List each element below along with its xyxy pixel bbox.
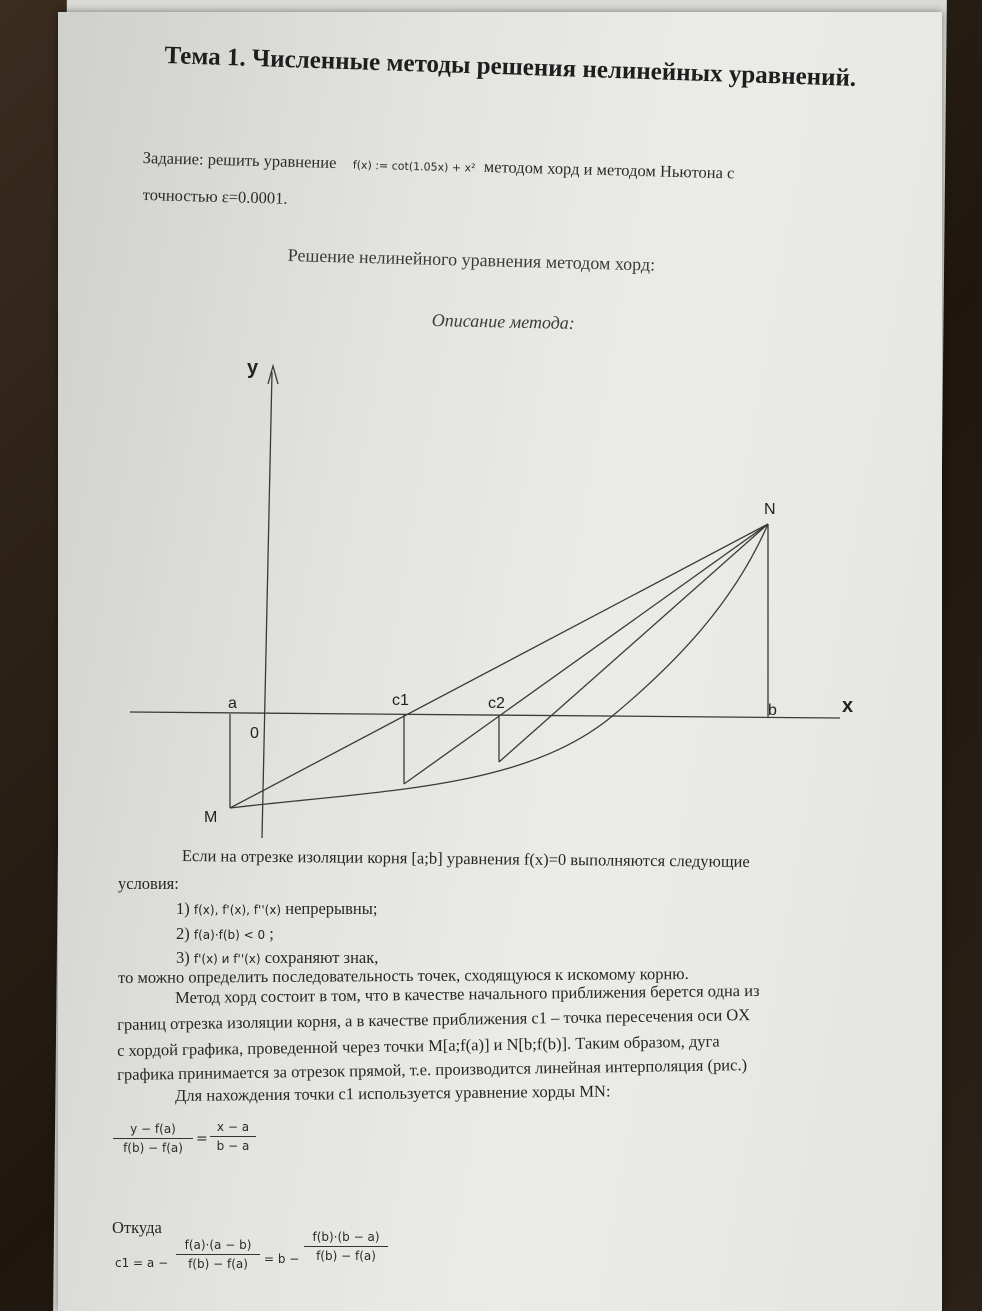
whence-label: Откуда [112, 1218, 162, 1237]
task-accuracy: точностью ε=0.0001. [142, 185, 288, 208]
chord-mn [230, 524, 768, 808]
chord-eq-equals: = [196, 1131, 208, 1147]
section-heading: Решение нелинейного уравнения методом хорд: [287, 245, 656, 275]
page-title: Тема 1. Численные методы решения нелинейных уравнений. [164, 42, 857, 92]
origin-label: 0 [250, 725, 259, 742]
c1-eq-lhs: c1 = a − [115, 1256, 169, 1270]
paragraph-line-4: графика принимается за отрезок прямой, т.е. производится линейная интерполяция (рис.) [117, 1055, 748, 1084]
conditions-intro-2: условия: [118, 874, 179, 893]
c2-label: c2 [488, 695, 505, 712]
y-axis-label: y [247, 357, 259, 379]
task-suffix: методом хорд и методом Ньютона с [483, 156, 735, 183]
n-label: N [764, 501, 776, 518]
condition-1: 1) f(x), f'(x), f''(x) непрерывны; [176, 899, 378, 918]
paragraph-line-1: Метод хорд состоит в том, что в качестве начального приближения берется одна из [175, 980, 760, 1007]
condition-2: 2) f(a)·f(b) < 0 ; [176, 924, 274, 943]
chord-intro: Для нахождения точки c1 используется уравнение хорды MN: [175, 1081, 611, 1105]
y-axis [262, 372, 272, 838]
method-heading: Описание метода: [431, 310, 576, 333]
y-axis-arrow [268, 366, 278, 384]
c1-eq-fraction-1: $\frac{f(a)\cdot(a - b)}{f(b) - f(a)}$ [176, 1238, 260, 1271]
c1-eq-middle: = b − [264, 1252, 300, 1266]
x-axis-label: x [842, 695, 854, 717]
m-label: M [204, 809, 218, 826]
c1-eq-fraction-2: $\frac{f(b)\cdot(b - a)}{f(b) - f(a)}$ [304, 1230, 388, 1263]
chord-c2-n [499, 524, 768, 762]
chord-c1-n [404, 524, 768, 784]
task-prefix: Задание: решить уравнение [142, 148, 337, 173]
paragraph-line-2: границ отрезка изоляции корня, а в качестве приближения c1 – точка пересечения оси OX [117, 1005, 751, 1034]
chord-eq-right-fraction: $\frac{x - a}{b - a}$ [210, 1120, 256, 1153]
chord-eq-left-fraction: $\frac{y - f(a)}{f(b) - f(a)}$ [113, 1122, 193, 1155]
conclusion-text: то можно определить последовательность точек, сходящуюся к искомому корню. [118, 964, 689, 987]
conditions-intro-1: Если на отрезке изоляции корня [a;b] уравнения f(x)=0 выполняются следующие [181, 846, 750, 871]
task-function: f(x) := cot(1.05x) + x² [352, 158, 476, 175]
b-label: b [768, 702, 777, 719]
x-axis [130, 712, 840, 718]
a-label: a [228, 695, 237, 712]
paragraph-line-3: с хордой графика, проведенной через точки M[a;f(a)] и N[b;f(b)]. Таким образом, дуга [117, 1031, 720, 1060]
c1-label: c1 [392, 692, 409, 709]
condition-3: 3) f'(x) и f''(x) сохраняют знак, [176, 948, 379, 967]
